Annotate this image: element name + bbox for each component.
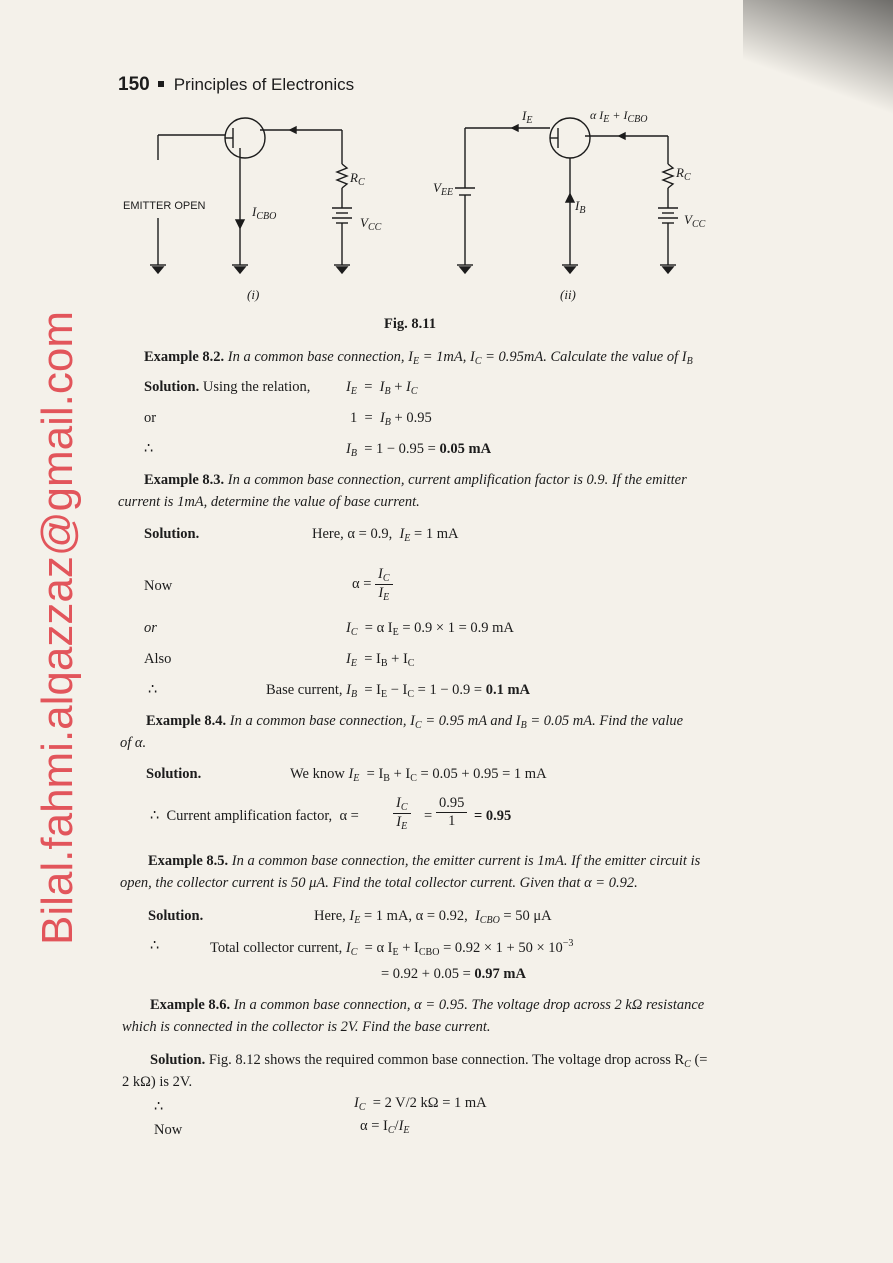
example-8-2-question: Example 8.2. In a common base connection, $I_E = 1mA$, $I_C = 0.95mA$. Calculate the value of $I_B$: [144, 349, 693, 367]
example-8-4-question-1: Example 8.4. In a common base connection, $I_C = 0.95$ mA and $I_B = 0.05$ mA. Find the value: [146, 713, 684, 731]
ex83-ie-line: $I_E = I_B + I_C$: [346, 651, 415, 669]
ex83-ic-line: $I_C = \alpha$ $I_E = 0.9 \times 1 = 0.9$ mA: [346, 620, 514, 638]
rc-label-ii: $R_C$: [676, 165, 691, 183]
ex86-now: Now: [154, 1122, 183, 1138]
ex84-caf: ∴ Current amplification factor, α =: [150, 808, 359, 824]
ex84-fraction-values: $\frac{0.95}{1}$: [436, 795, 467, 830]
example-8-5-question-1: Example 8.5. In a common base connection, the emitter current is 1mA. If the emitter circuit is: [148, 853, 701, 869]
ex83-solution-label: Solution.: [144, 526, 200, 542]
vee-label: $V_{EE}$: [433, 180, 454, 198]
vcc-label-ii: $V_{CC}$: [684, 212, 706, 230]
ex85-total-collector: Total collector current, $I_C = \alpha$ $I_E + I_{CBO} = 0.92 \times 1 + 50 \times 10^{-3}$: [210, 938, 574, 958]
example-8-2-solution-label: Solution. Using the relation,: [144, 379, 311, 395]
page-shadow: [743, 0, 893, 200]
ex84-eq: =: [424, 808, 433, 824]
example-8-6-question-2: which is connected in the collector is 2V. Find the base current.: [122, 1019, 491, 1035]
ex86-therefore: ∴: [154, 1099, 164, 1115]
header-bullet: [158, 81, 164, 87]
ex84-result: = 0.95: [474, 808, 512, 824]
ex83-therefore: ∴: [148, 682, 158, 698]
ex83-alpha-fraction: α = $\frac{I_C}{I_E}$: [352, 566, 393, 603]
ex84-fraction-ic-ie: $\frac{I_C}{I_E}$: [393, 795, 411, 832]
ib-label: $I_B$: [575, 198, 586, 216]
email-watermark: Bilal.fahmi.alqazzaz@gmail.com: [33, 310, 82, 945]
ie-label: $I_E$: [522, 108, 533, 126]
ex85-therefore: ∴: [150, 938, 160, 954]
fig-label-ii: (ii): [560, 287, 576, 302]
ex83-given: Here, α = 0.9, $I_E = 1$ mA: [312, 526, 459, 544]
example-8-4-question-2: of α.: [120, 735, 147, 751]
page-header: [118, 74, 354, 96]
example-8-5-question-2: open, the collector current is 50 μA. Find the total collector current. Given that α = 0.92.: [120, 875, 638, 891]
example-8-3-question-1: Example 8.3. In a common base connection, current amplification factor is 0.9. If the emitter: [144, 472, 687, 488]
ex83-base-current: Base current, $I_B = I_E - I_C = 1 - 0.9 = 0.1$ mA: [266, 682, 530, 700]
ex86-solution-2: 2 kΩ) is 2V.: [122, 1074, 193, 1090]
ex85-solution-label: Solution.: [148, 908, 204, 924]
fig-label-i: (i): [247, 287, 260, 302]
ex84-we-know: We know $I_E = I_B + I_C = 0.05 + 0.95 = 1$ mA: [290, 766, 547, 784]
ex86-solution-1: Solution. Fig. 8.12 shows the required common base connection. The voltage drop across $R_C$ (=: [150, 1052, 708, 1070]
page-number: 150: [118, 74, 150, 95]
ex82-line2: $1 = I_B + 0.95$: [350, 410, 432, 428]
ex82-therefore: ∴: [144, 441, 154, 457]
ex82-line3: $I_B = 1 - 0.95 = 0.05$ mA: [346, 441, 492, 459]
ex82-line1: $I_E = I_B + I_C$: [346, 379, 418, 397]
ex83-also: Also: [144, 651, 172, 667]
emitter-open-label: EMITTER OPEN: [123, 200, 206, 212]
circuit-i: [150, 118, 352, 273]
ex83-or: or: [144, 620, 157, 636]
ic-expression-label: α $I_E + I_{CBO}$: [590, 108, 648, 125]
ex86-ic-line: $I_C = 2$ V/2 kΩ = 1 mA: [354, 1095, 487, 1113]
figure-caption: Fig. 8.11: [384, 316, 436, 332]
ex85-result-line: = 0.92 + 0.05 = 0.97 mA: [381, 966, 526, 982]
figure-8-11: [120, 100, 720, 315]
book-title: Principles of Electronics: [173, 75, 355, 94]
vcc-label-i: $V_{CC}$: [360, 215, 382, 233]
rc-label-i: $R_C$: [350, 170, 365, 188]
ex86-alpha-line: $\alpha = I_C/I_E$: [360, 1118, 410, 1136]
circuit-ii: [455, 118, 678, 273]
example-8-3-question-2: current is 1mA, determine the value of base current.: [118, 494, 420, 510]
example-8-6-question-1: Example 8.6. In a common base connection, α = 0.95. The voltage drop across 2 kΩ resistance: [150, 997, 705, 1013]
ex85-given: Here, $I_E = 1$ mA, α = 0.92, $I_{CBO} = 50$ μA: [314, 908, 552, 926]
ex82-or: or: [144, 410, 157, 426]
ex83-now: Now: [144, 578, 173, 594]
ex84-solution-label: Solution.: [146, 766, 202, 782]
icbo-label: $I_{CBO}$: [252, 204, 277, 222]
